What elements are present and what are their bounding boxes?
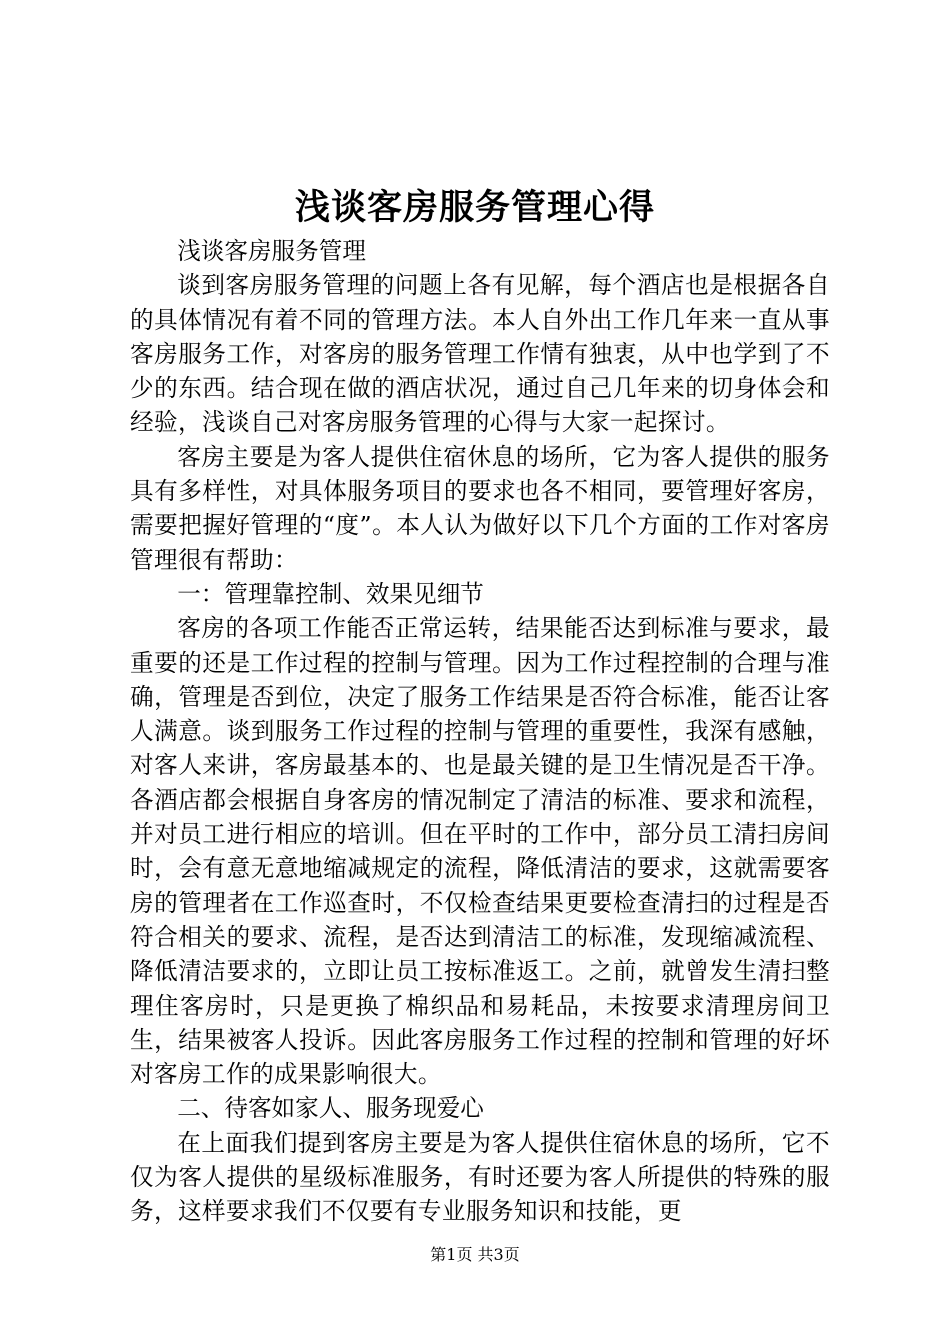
paragraph-overview: 客房主要是为客人提供住宿休息的场所，它为客人提供的服务具有多样性，对具体服务项目的要求也各不相同，要管理好客房，需要把握好管理的“度”。本人认为做好以下几个方面的工作对客房管理很有帮助： — [130, 442, 830, 574]
page-number-footer: 第1页 共3页 — [430, 1245, 520, 1264]
paragraph-subtitle: 浅谈客房服务管理 — [177, 237, 366, 265]
paragraph-section-1: 客房的各项工作能否正常运转，结果能否达到标准与要求，最重要的还是工作过程的控制与管理。因为工作过程控制的合理与准确，管理是否到位，决定了服务工作结果是否符合标准，能否让客人满意。谈到服务工作过程的控制与管理的重要性，我深有感触，对客人来讲，客房最基本的、也是最关键的是卫生情况是否干净。各酒店都会根据自身客房的情况制定了清洁的标准、要求和流程，并对员工进行相应的培训。但在平时的工作中，部分员工清扫房间时，会有意无意地缩减规定的流程，降低清洁的要求，这就需要客房的管理者在工作巡查时，不仅检查结果更要检查清扫的过程是否符合相关的要求、流程，是否达到清洁工的标准，发现缩减流程、降低清洁要求的，立即让员工按标准返工。之前，就曾发生清扫整理住客房时，只是更换了棉织品和易耗品，未按要求清理房间卫生，结果被客人投诉。因此客房服务工作过程的控制和管理的好坏对客房工作的成果影响很大。 — [130, 614, 830, 1089]
document-title: 浅谈客房服务管理心得 — [294, 187, 655, 228]
paragraph-section-2: 在上面我们提到客房主要是为客人提供住宿休息的场所，它不仅为客人提供的星级标准服务，有时还要为客人所提供的特殊的服务，这样要求我们不仅要有专业服务知识和技能，更 — [130, 1128, 830, 1226]
section-heading-2: 二、待客如家人、服务现爱心 — [177, 1094, 484, 1123]
section-heading-1: 一：管理靠控制、效果见细节 — [177, 579, 484, 608]
paragraph-intro: 谈到客房服务管理的问题上各有见解，每个酒店也是根据各自的具体情况有着不同的管理方法。本人自外出工作几年来一直从事客房服务工作，对客房的服务管理工作情有独衷，从中也学到了不少的东西。结合现在做的酒店状况，通过自己几年来的切身体会和经验，浅谈自己对客房服务管理的心得与大家一起探讨。 — [130, 271, 830, 437]
document-body — [130, 234, 830, 1229]
